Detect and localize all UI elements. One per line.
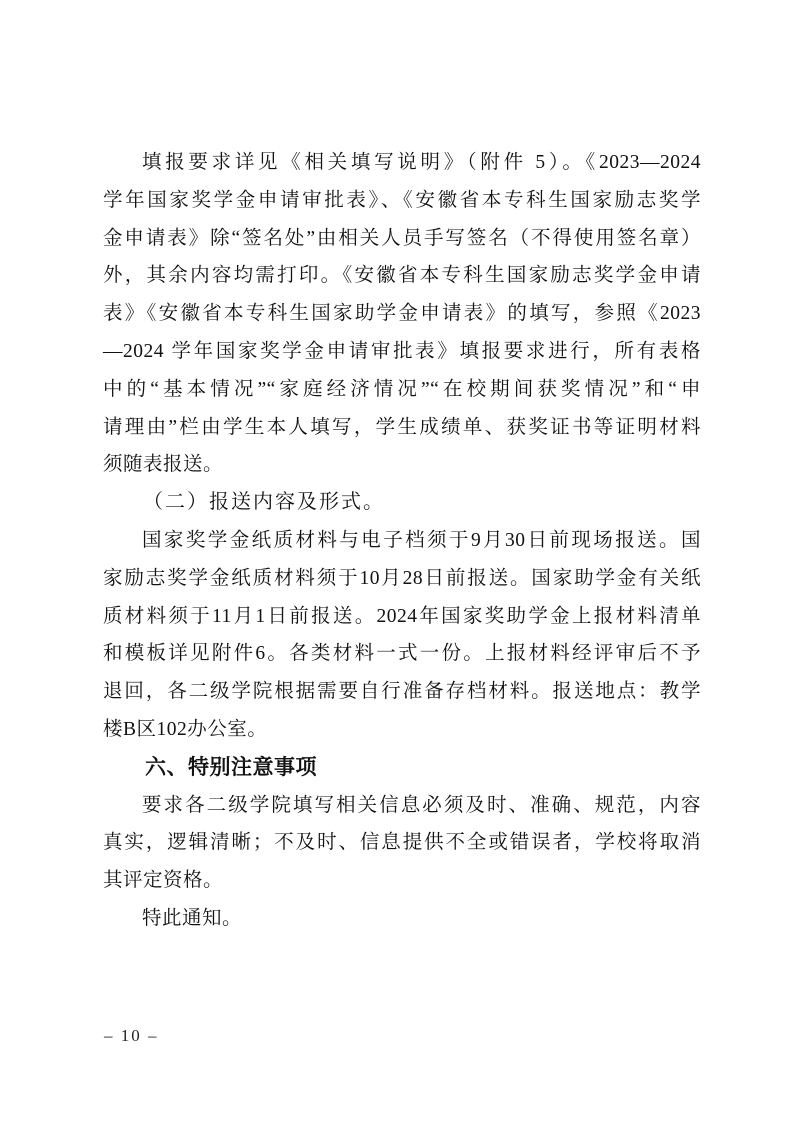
text-line: 国家奖学金纸质材料与电子档须于9月30日前现场报送。国 — [142, 529, 701, 551]
text-line: 楼B区102办公室。 — [103, 718, 268, 740]
text-line: 金申请表》除“签名处”由相关人员手写签名（不得使用签名章） — [103, 227, 701, 249]
text-line: 中的“基本情况”“家庭经济情况”“在校期间获奖情况”和“申 — [103, 378, 701, 400]
text-line: 质材料须于11月1日前报送。2024年国家奖助学金上报材料清单 — [103, 605, 701, 627]
text-line: 家励志奖学金纸质材料须于10月28日前报送。国家助学金有关纸 — [103, 567, 701, 589]
document-body — [103, 144, 701, 938]
text-line: 特此通知。 — [142, 907, 243, 929]
section-heading-special-notes: 六、特别注意事项 — [145, 755, 317, 779]
text-line: 须随表报送。 — [103, 454, 224, 476]
text-line: 请理由”栏由学生本人填写，学生成绩单、获奖证书等证明材料 — [103, 416, 701, 438]
text-line: 真实，逻辑清晰；不及时、信息提供不全或错误者，学校将取消 — [103, 832, 701, 854]
text-line: 要求各二级学院填写相关信息必须及时、准确、规范，内容 — [142, 794, 701, 816]
text-line: 学年国家奖学金申请审批表》、《安徽省本专科生国家励志奖学 — [103, 189, 701, 211]
page-number: – 10 – — [104, 1026, 159, 1045]
text-line: 表》《安徽省本专科生国家助学金申请表》的填写，参照《2023 — [103, 303, 701, 325]
text-line: —2024 学年国家奖学金申请审批表》填报要求进行，所有表格 — [103, 340, 701, 362]
paragraph-closing — [103, 900, 701, 938]
text-line: 和模板详见附件6。各类材料一式一份。上报材料经评审后不予 — [103, 643, 701, 665]
text-line: 退回，各二级学院根据需要自行准备存档材料。报送地点：教学 — [103, 681, 701, 703]
text-line: 其评定资格。 — [103, 870, 224, 892]
paragraph-submission-deadlines — [103, 522, 701, 749]
text-line: 填报要求详见《相关填写说明》（附件 5）。《2023—2024 — [142, 152, 701, 173]
text-line: 外，其余内容均需打印。《安徽省本专科生国家励志奖学金申请 — [103, 265, 701, 287]
subsection-heading-submission-content: （二）报送内容及形式。 — [143, 491, 385, 514]
paragraph-filling-requirements — [103, 144, 701, 484]
paragraph-special-notes — [103, 787, 701, 900]
